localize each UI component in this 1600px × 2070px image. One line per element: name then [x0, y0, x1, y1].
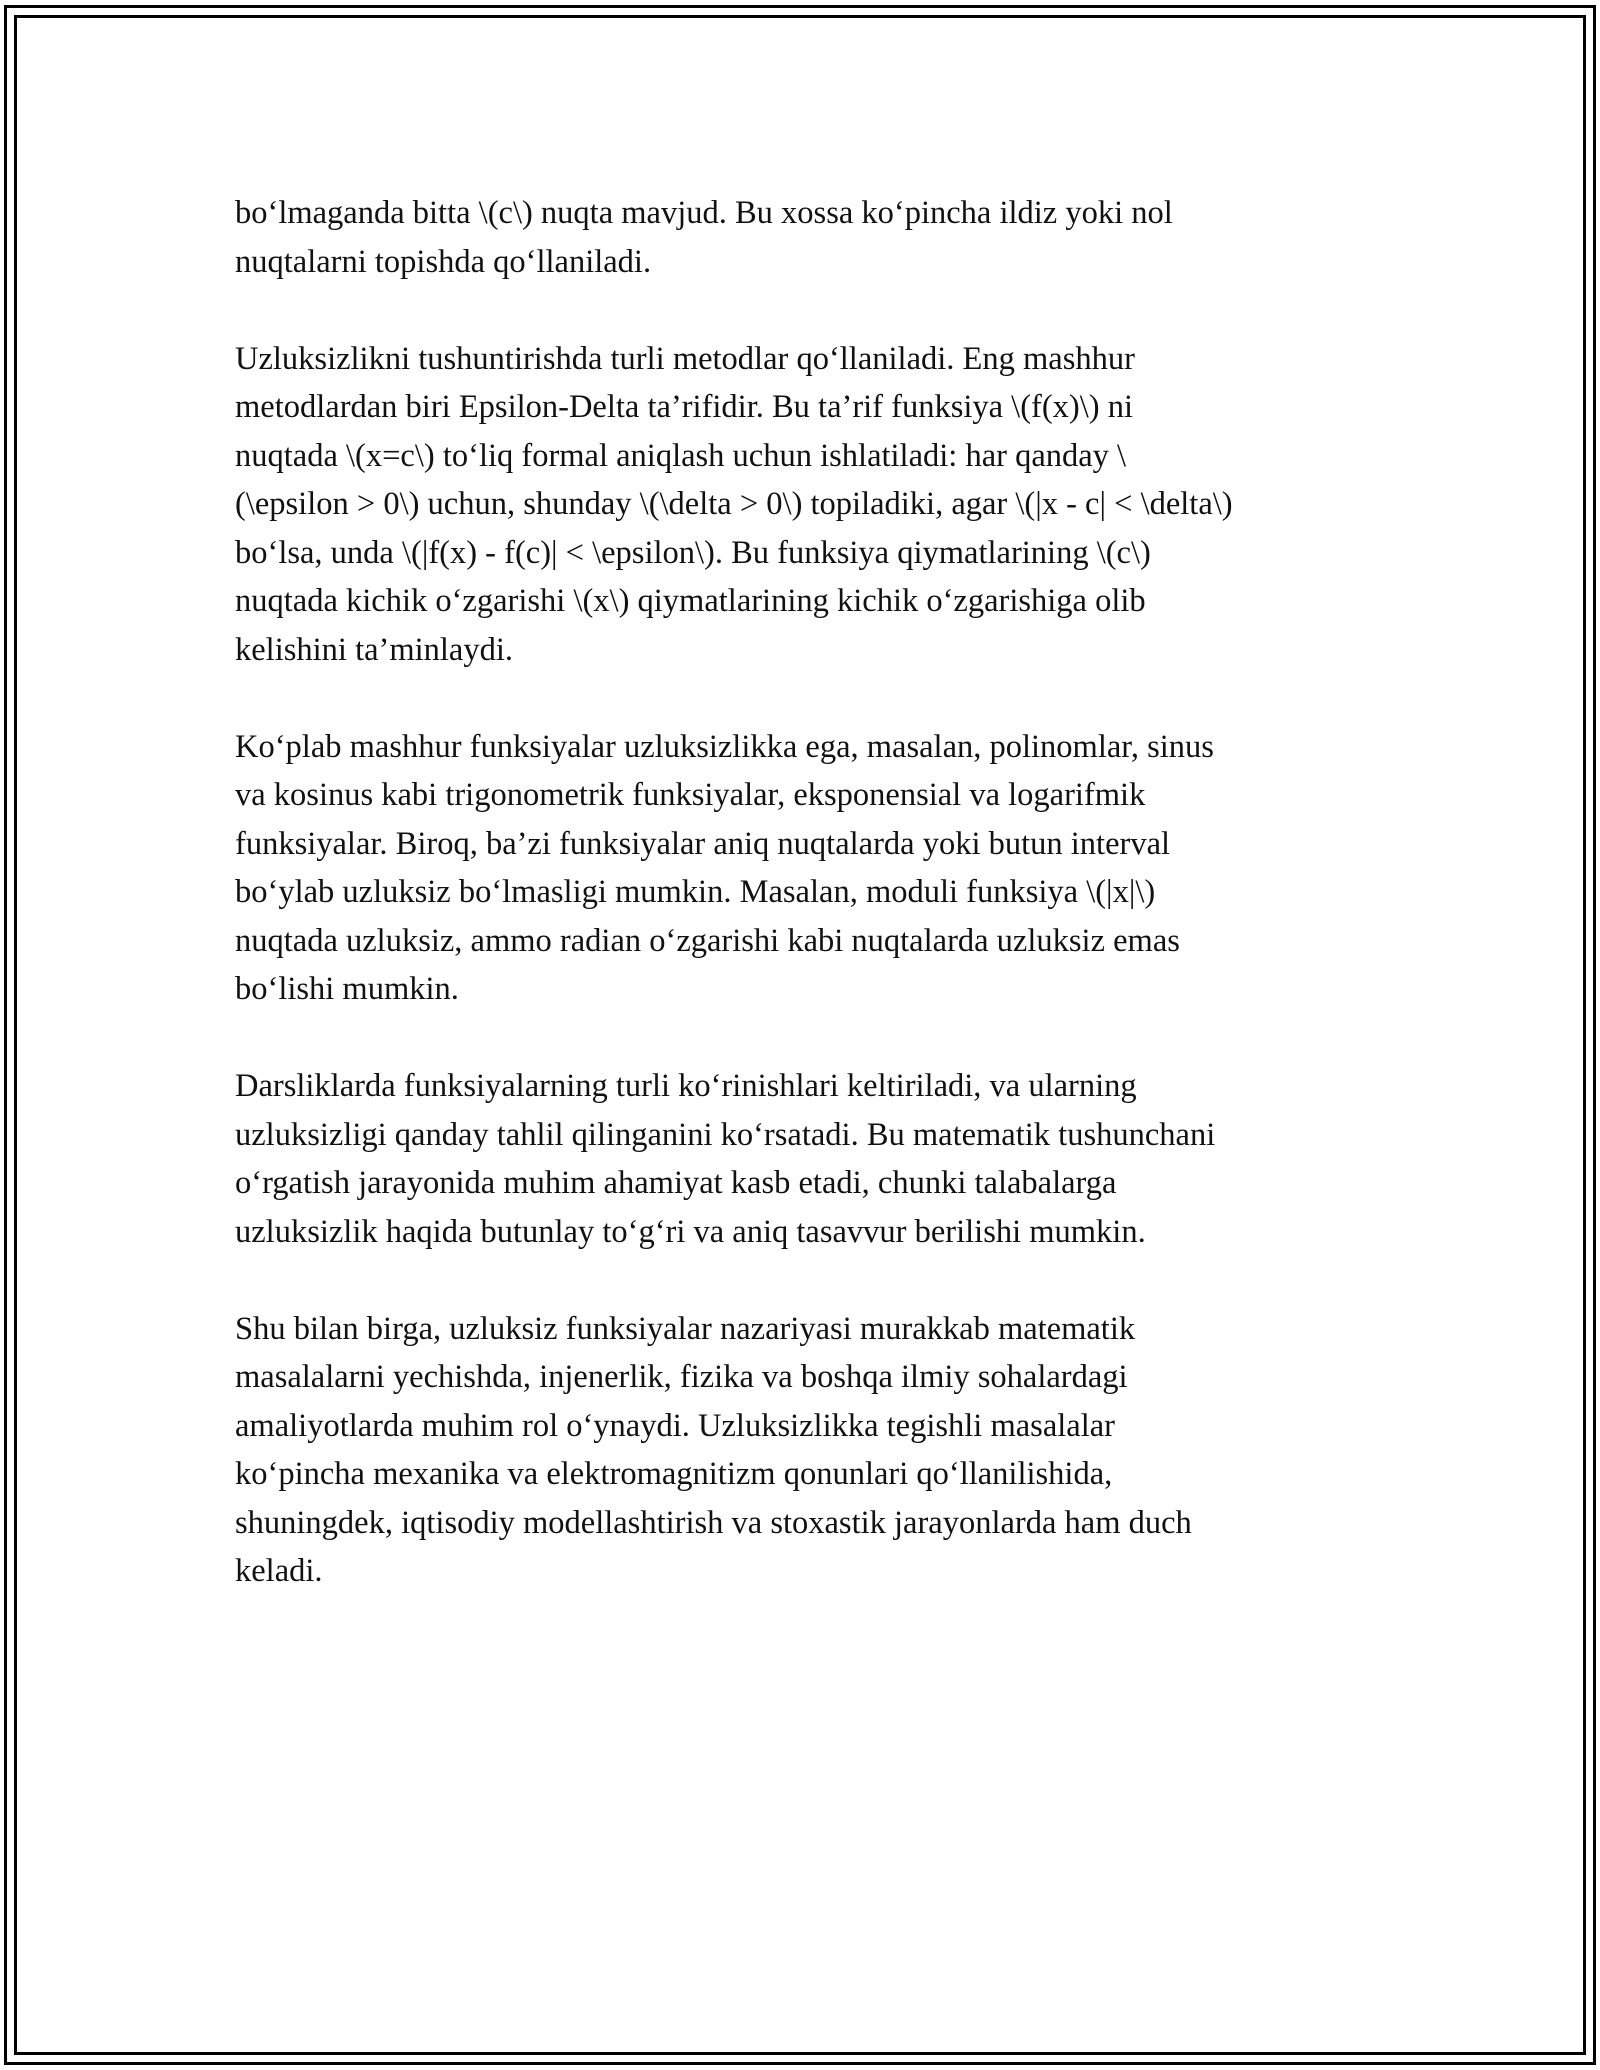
- text-line: Ko‘plab mashhur funksiyalar uzluksizlikka ega, masalan, polinomlar, sinus: [235, 728, 1214, 765]
- text-line: uzluksizlik haqida butunlay to‘g‘ri va aniq tasavvur berilishi mumkin.: [235, 1213, 1146, 1250]
- text-line: va kosinus kabi trigonometrik funksiyalar, eksponensial va logarifmik: [235, 777, 1146, 813]
- text-line: shuningdek, iqtisodiy modellashtirish va stoxastik jarayonlarda ham duch: [235, 1504, 1192, 1541]
- paragraph-3: [235, 723, 1385, 1014]
- text-line: bo‘ylab uzluksiz bo‘lmasligi mumkin. Masalan, moduli funksiya \(|x|\): [235, 874, 1156, 910]
- paragraph-5: [235, 1305, 1385, 1596]
- text-line: nuqtada uzluksiz, ammo radian o‘zgarishi kabi nuqtalarda uzluksiz emas: [235, 922, 1180, 959]
- text-line: nuqtalarni topishda qo‘llaniladi.: [235, 243, 652, 280]
- text-line: Shu bilan birga, uzluksiz funksiyalar nazariyasi murakkab matematik: [235, 1310, 1136, 1347]
- text-line: bo‘lmaganda bitta \(c\) nuqta mavjud. Bu xossa ko‘pincha ildiz yoki nol: [235, 195, 1173, 231]
- text-line: nuqtada \(x=c\) to‘liq formal aniqlash uchun ishlatiladi: har qanday \: [235, 437, 1127, 474]
- text-line: metodlardan biri Epsilon-Delta ta’rifidir. Bu ta’rif funksiya \(f(x)\) ni: [235, 389, 1134, 425]
- text-line: o‘rgatish jarayonida muhim ahamiyat kasb etadi, chunki talabalarga: [235, 1165, 1117, 1201]
- text-line: bo‘lishi mumkin.: [235, 971, 459, 1007]
- text-line: funksiyalar. Biroq, ba’zi funksiyalar aniq nuqtalarda yoki butun interval: [235, 825, 1171, 862]
- text-line: (\epsilon > 0\) uchun, shunday \(\delta > 0\) topiladiki, agar \(|x - c| < \delta\): [235, 486, 1233, 522]
- text-line: ko‘pincha mexanika va elektromagnitizm qonunlari qo‘llanilishida,: [235, 1456, 1113, 1492]
- text-line: Darsliklarda funksiyalarning turli ko‘rinishlari keltiriladi, va ularning: [235, 1068, 1137, 1104]
- text-line: masalalarni yechishda, injenerlik, fizika va boshqa ilmiy sohalardagi: [235, 1359, 1128, 1395]
- paragraph-4: [235, 1062, 1385, 1256]
- text-line: amaliyotlarda muhim rol o‘ynaydi. Uzluksizlikka tegishli masalalar: [235, 1407, 1115, 1444]
- text-line: kelishini ta’minlaydi.: [235, 631, 514, 668]
- text-line: keladi.: [235, 1553, 323, 1589]
- document-body: [235, 189, 1385, 1644]
- text-line: uzluksizligi qanday tahlil qilinganini ko‘rsatadi. Bu matematik tushunchani: [235, 1116, 1216, 1153]
- paragraph-2: [235, 335, 1385, 675]
- text-line: bo‘lsa, unda \(|f(x) - f(c)| < \epsilon\). Bu funksiya qiymatlarining \(c\): [235, 534, 1151, 571]
- text-line: nuqtada kichik o‘zgarishi \(x\) qiymatlarining kichik o‘zgarishiga olib: [235, 583, 1146, 619]
- text-line: Uzluksizlikni tushuntirishda turli metodlar qo‘llaniladi. Eng mashhur: [235, 340, 1135, 377]
- paragraph-1: [235, 189, 1385, 286]
